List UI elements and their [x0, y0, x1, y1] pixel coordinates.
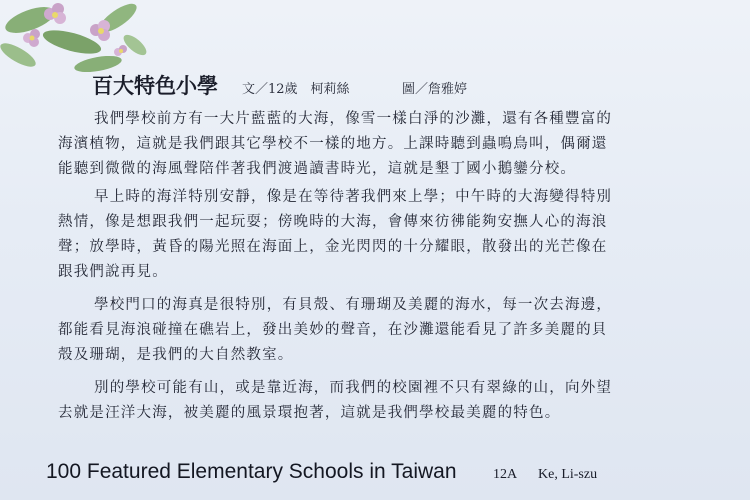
- header: [92, 70, 732, 100]
- text-line: 我們學校前方有一大片藍藍的大海，像雪一樣白淨的沙灘，還有各種豐富的: [94, 111, 613, 127]
- text-line: 去就是汪洋大海，被美麗的風景環抱著，這就是我們學校最美麗的特色。: [58, 405, 561, 421]
- illustrator-credit: 圖／詹雅婷: [402, 82, 468, 97]
- text-line: 學校門口的海真是很特別，有貝殼、有珊瑚及美麗的海水，每一次去海邊，: [94, 297, 613, 313]
- text-line: 聲；放學時，黃昏的陽光照在海面上，金光閃閃的十分耀眼，散發出的光芒像在: [58, 239, 608, 255]
- footer-title: 100 Featured Elementary Schools in Taiwan: [46, 460, 457, 483]
- paragraph: [58, 107, 718, 182]
- text-line: 早上時的海洋特別安靜，像是在等待著我們來上學；中午時的大海變得特別: [94, 189, 613, 205]
- text-line: 熱情，像是想跟我們一起玩耍；傍晚時的大海，會傳來彷彿能夠安撫人心的海浪: [58, 214, 608, 230]
- paragraph: [58, 293, 718, 368]
- footer: [46, 460, 736, 492]
- text-line: 能聽到微微的海風聲陪伴著我們渡過讀書時光，這就是墾丁國小鵝鑾分校。: [58, 161, 577, 177]
- essay-body: [58, 107, 718, 426]
- footer-age: 12A: [493, 467, 518, 482]
- paragraph: [58, 376, 718, 426]
- text-line: 跟我們說再見。: [58, 264, 168, 280]
- page-title: 百大特色小學: [92, 74, 218, 98]
- text-line: 別的學校可能有山，或是靠近海，而我們的校園裡不只有翠綠的山，向外望: [94, 380, 613, 396]
- text-line: 海濱植物，這就是我們跟其它學校不一樣的地方。上課時聽到蟲鳴鳥叫，偶爾還: [58, 136, 608, 152]
- author-credit: 文／12歲 柯莉絲: [242, 82, 350, 97]
- paragraph: [58, 185, 718, 285]
- footer-author: Ke, Li-szu: [538, 467, 598, 482]
- text-line: 都能看見海浪碰撞在礁岩上，發出美妙的聲音，在沙灘還能看見了許多美麗的貝: [58, 322, 608, 338]
- text-line: 殼及珊瑚，是我們的大自然教室。: [58, 347, 294, 363]
